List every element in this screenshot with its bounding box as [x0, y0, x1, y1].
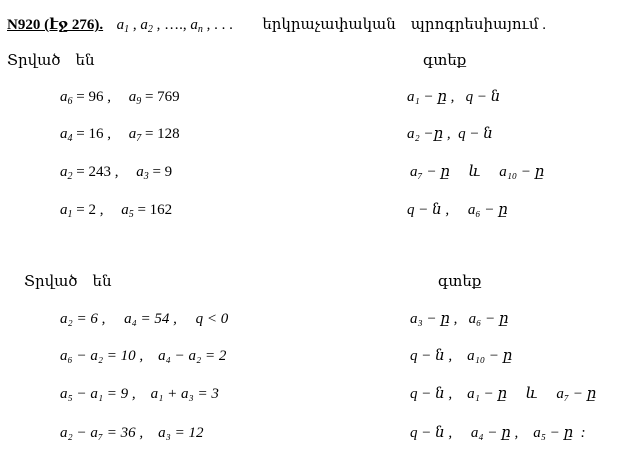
s1-given-row-1: $a_6 = 96$ , $a_9 = 769$ [60, 89, 180, 107]
section1-find-label: գտեք [423, 53, 467, 69]
s1-given-row-3: $a_2 = 243$ , $a_3 = 9$ [60, 164, 173, 182]
problem-number: N920 (էջ 276). [7, 17, 104, 33]
s2-find-row-4: q − ն , a₄ − ը , a₅ − ը : [410, 425, 586, 441]
s1-given-row-4: $a_1 = 2$ , $a_5 = 162$ [60, 202, 173, 220]
s1-given-row-2: $a_4 = 16$ , $a_7 = 128$ [60, 126, 180, 144]
s2-given-row-2: a₆ − a₂ = 10 , a₄ − a₂ = 2 [60, 348, 227, 364]
seq-term-a2: $a_2$ [140, 17, 153, 35]
problem-header: N920 (էջ 276). $a_1$ , $a_2$ , …., $a_n$ , . . . երկրաչափական պրոգրեսիայում . [7, 17, 547, 35]
s2-given-row-4: a₂ − a₇ = 36 , a₃ = 12 [60, 425, 204, 441]
section1-given-label: Տրված են [7, 53, 95, 69]
s1-find-row-2: a₂ −ը , q − ն [407, 126, 493, 142]
s2-find-row-1: a₃ − ը , a₆ − ը [410, 311, 509, 327]
section2-given-label: Տրված են [24, 274, 112, 290]
problem-title: երկրաչափական պրոգրեսիայում . [262, 17, 547, 33]
s2-given-row-1: a₂ = 6 , a₄ = 54 , q < 0 [60, 311, 229, 327]
seq-term-a1: $a_1$ [116, 17, 130, 35]
s2-given-row-3: a₅ − a₁ = 9 , a₁ + a₃ = 3 [60, 386, 219, 402]
s1-find-row-1: a₁ − ը , q − ն [407, 89, 501, 105]
s1-find-row-3: a₇ − ը և a₁₀ − ը [410, 164, 545, 180]
s2-find-row-2: q − ն , a₁₀ − ը [410, 348, 513, 364]
s1-find-row-4: q − ն , a₆ − ը [407, 202, 508, 218]
section2-find-label: գտեք [438, 274, 482, 290]
s2-find-row-3: q − ն , a₁ − ը և a₇ − ը [410, 386, 597, 402]
seq-term-an: $a_n$ [190, 17, 203, 35]
